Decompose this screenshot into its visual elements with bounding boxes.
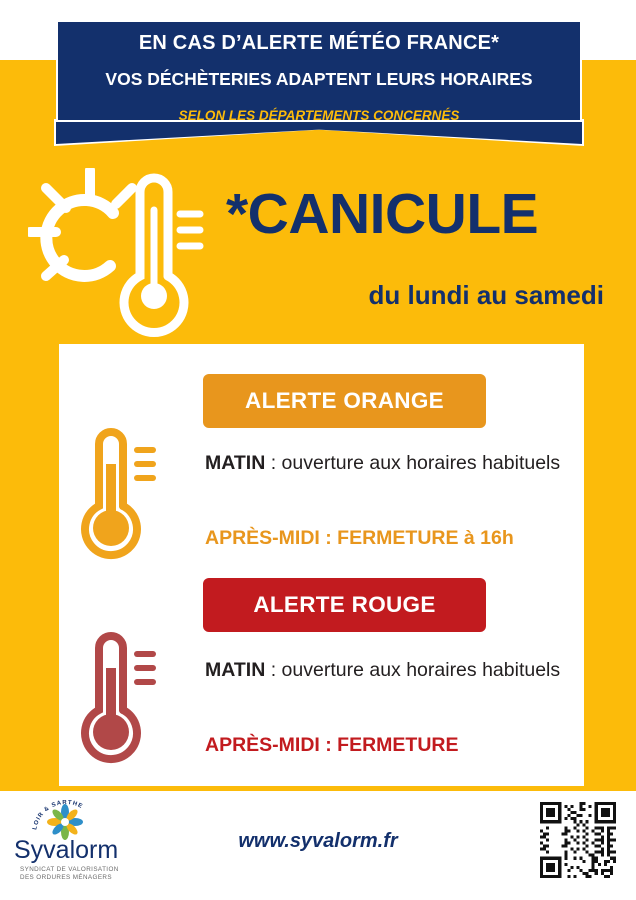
orange-morning-text bbox=[205, 447, 565, 479]
red-alert-label: ALERTE ROUGE bbox=[253, 592, 436, 617]
red-morning-label: MATIN bbox=[205, 659, 266, 681]
orange-morning-label: MATIN bbox=[205, 452, 266, 474]
orange-afternoon-text: APRÈS-MIDI : FERMETURE à 16h bbox=[205, 527, 514, 549]
banner-title: EN CAS D’ALERTE MÉTÉO FRANCE* bbox=[138, 32, 500, 54]
website-link[interactable]: www.syvalorm.fr bbox=[238, 830, 398, 852]
red-afternoon-text: APRÈS-MIDI : FERMETURE bbox=[205, 734, 459, 756]
schedule-card bbox=[59, 344, 584, 786]
logo-tagline: SYNDICAT DE VALORISATION DES ORDURES MÉNAGERS bbox=[20, 866, 119, 881]
thermometer-red-icon bbox=[77, 628, 157, 768]
alert-banner bbox=[56, 20, 582, 122]
orange-alert-badge bbox=[203, 374, 486, 428]
qr-code-icon[interactable] bbox=[540, 802, 616, 878]
logo-name: Syvalorm bbox=[14, 836, 119, 864]
banner-note: SELON LES DÉPARTEMENTS CONCERNÉS bbox=[178, 108, 460, 123]
svg-text:LOIR & SARTHE: LOIR & SARTHE bbox=[32, 800, 84, 831]
red-alert-badge bbox=[203, 578, 486, 632]
orange-morning-detail: : ouverture aux horaires habituels bbox=[265, 452, 561, 474]
red-morning-text bbox=[205, 654, 565, 686]
orange-alert-label: ALERTE ORANGE bbox=[245, 388, 444, 413]
heatwave-title: *CANICULE bbox=[226, 182, 539, 246]
thermometer-orange-icon bbox=[77, 424, 157, 564]
red-morning-detail: : ouverture aux horaires habituels bbox=[265, 659, 561, 681]
banner-subtitle: VOS DÉCHÈTERIES ADAPTENT LEURS HORAIRES bbox=[105, 69, 533, 89]
sun-thermometer-icon bbox=[28, 168, 208, 338]
heatwave-subtitle: du lundi au samedi bbox=[368, 280, 604, 310]
